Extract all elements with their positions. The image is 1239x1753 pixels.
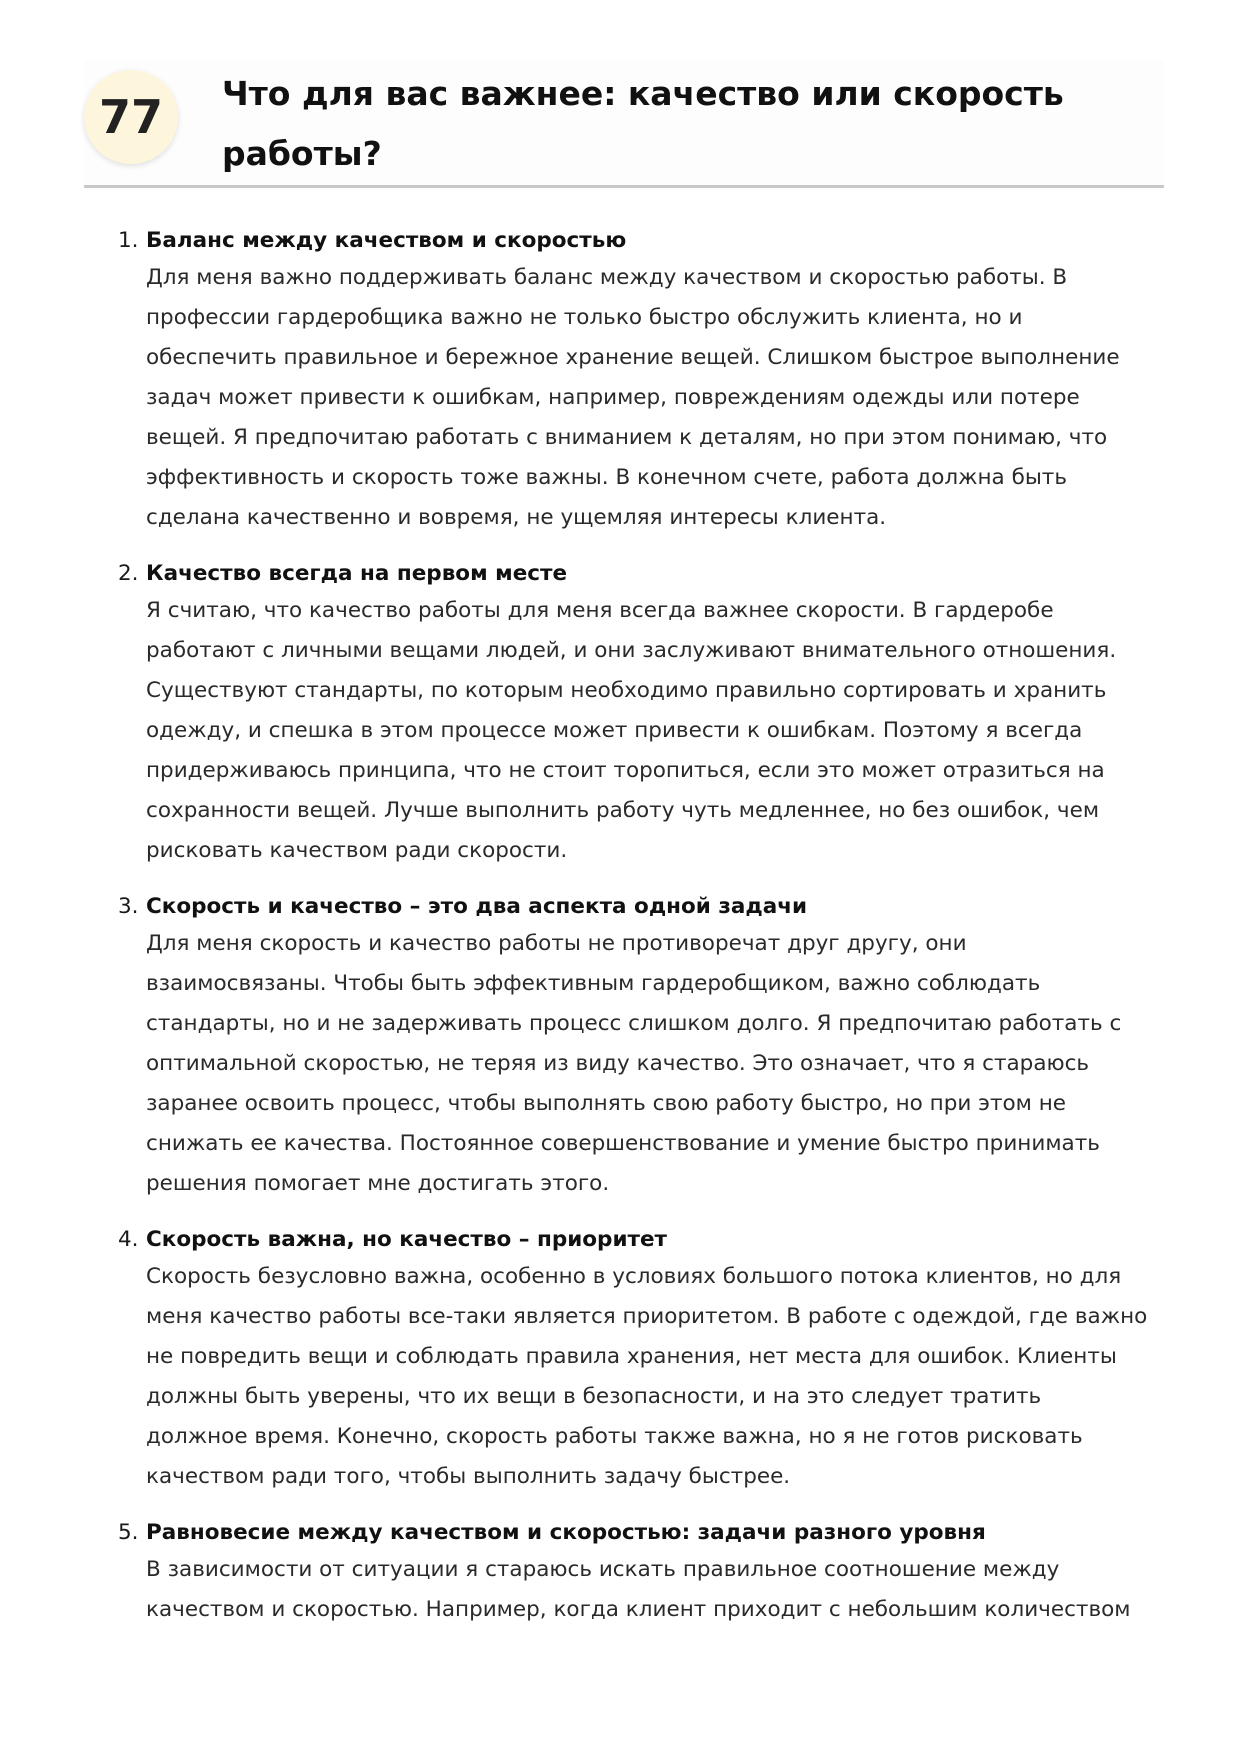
- answer-heading: Качество всегда на первом месте: [146, 561, 568, 586]
- answer-item-2: [0, 559, 1239, 871]
- answer-heading: Баланс между качеством и скоростью: [146, 228, 627, 253]
- answer-item-4: [0, 1225, 1239, 1497]
- answer-heading: Равновесие между качеством и скоростью: задачи разного уровня: [146, 1520, 986, 1545]
- answers-list: [0, 226, 1239, 1651]
- answer-number: 1.: [118, 228, 139, 253]
- answer-heading: Скорость и качество – это два аспекта одной задачи: [146, 894, 808, 919]
- answer-heading: Скорость важна, но качество – приоритет: [146, 1227, 668, 1252]
- answer-number: 5.: [118, 1520, 139, 1545]
- answer-text: Для меня важно поддерживать баланс между качеством и скоростью работы. В профессии гардеробщика важно не только быстро обслужить клиента, но и обеспечить правильное и бережное хранение вещей. Слишком быстрое выполнение задач может привести к ошибкам, например, повреждениям одежды или потере вещей. Я предпочитаю работать с вниманием к деталям, но при этом понимаю, что эффективность и скорость тоже важны. В конечном счете, работа должна быть сделана качественно и вовремя, не ущемляя интересы клиента.: [146, 265, 1120, 530]
- answer-number: 3.: [118, 894, 139, 919]
- answer-text: Я считаю, что качество работы для меня всегда важнее скорости. В гардеробе работают с личными вещами людей, и они заслуживают внимательного отношения. Существуют стандарты, по которым необходимо правильно сортировать и хранить одежду, и спешка в этом процессе может привести к ошибкам. Поэтому я всегда придерживаюсь принципа, что не стоит торопиться, если это может отразиться на сохранности вещей. Лучше выполнить работу чуть медленнее, но без ошибок, чем рисковать качеством ради скорости.: [146, 598, 1117, 863]
- answer-item-3: [0, 892, 1239, 1204]
- answer-item-5: [0, 1518, 1239, 1630]
- answer-number: 4.: [118, 1227, 139, 1252]
- answer-text: Скорость безусловно важна, особенно в условиях большого потока клиентов, но для меня качество работы все-таки является приоритетом. В работе с одеждой, где важно не повредить вещи и соблюдать правила хранения, нет места для ошибок. Клиенты должны быть уверены, что их вещи в безопасности, и на это следует тратить должное время. Конечно, скорость работы также важна, но я не готов рисковать качеством ради того, чтобы выполнить задачу быстрее.: [146, 1264, 1148, 1489]
- answer-item-1: [0, 226, 1239, 538]
- question-header: [84, 60, 1164, 188]
- question-number-badge: 77: [84, 70, 178, 164]
- question-title: Что для вас важнее: качество или скорость работы?: [222, 74, 1064, 173]
- answer-number: 2.: [118, 561, 139, 586]
- answer-text: Для меня скорость и качество работы не противоречат друг другу, они взаимосвязаны. Чтобы быть эффективным гардеробщиком, важно соблюдать стандарты, но и не задерживать процесс слишком долго. Я предпочитаю работать с оптимальной скоростью, не теряя из виду качество. Это означает, что я стараюсь заранее освоить процесс, чтобы выполнять свою работу быстро, но при этом не снижать ее качества. Постоянное совершенствование и умение быстро принимать решения помогает мне достигать этого.: [146, 931, 1122, 1196]
- answer-text: В зависимости от ситуации я стараюсь искать правильное соотношение между качеством и скоростью. Например, когда клиент приходит с небольшим количеством: [146, 1557, 1131, 1622]
